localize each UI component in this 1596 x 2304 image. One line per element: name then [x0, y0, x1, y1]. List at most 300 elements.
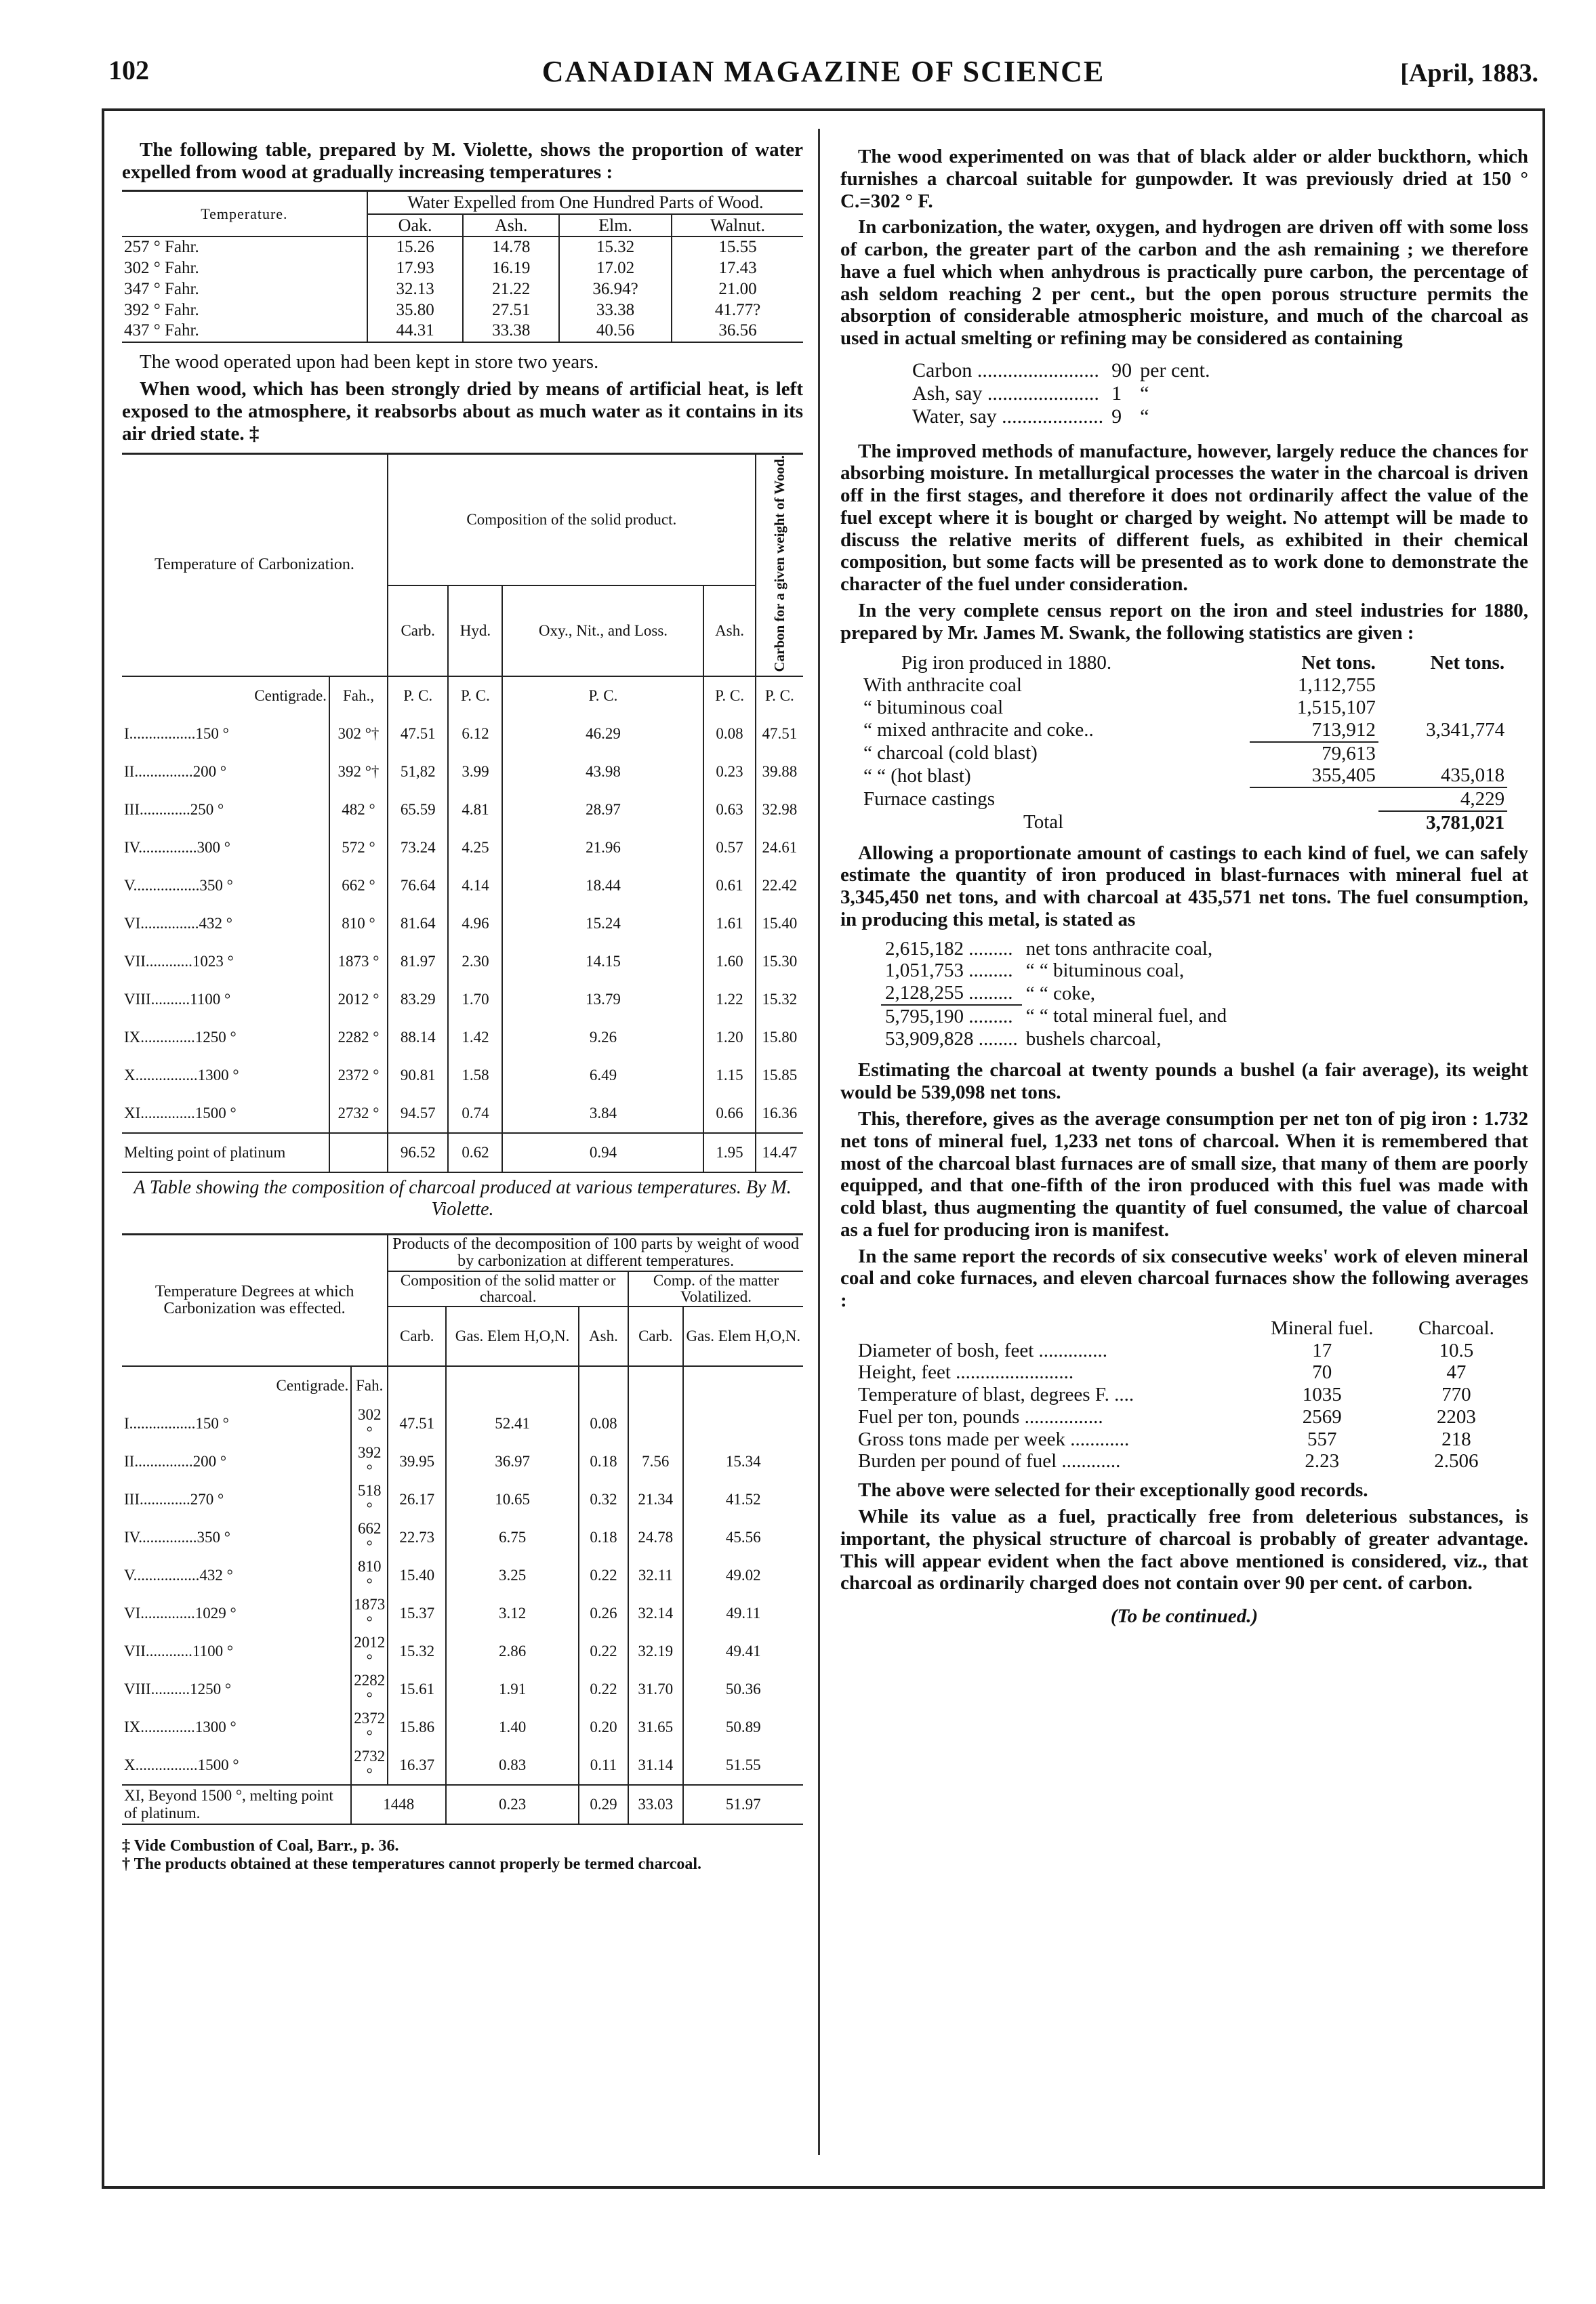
t2-unit-fah: Fah.,	[329, 676, 388, 715]
table-cell: 31.14	[628, 1746, 682, 1785]
table-row	[122, 791, 803, 829]
table-cell: 0.18	[579, 1443, 628, 1481]
t2-unit-pc: P. C.	[756, 676, 803, 715]
list-desc: “ “ bituminous coal,	[1025, 960, 1185, 982]
table-row	[122, 279, 803, 300]
table-cell: 0.57	[703, 829, 755, 867]
table-cell: 7.56	[628, 1443, 682, 1481]
list-desc: net tons anthracite coal,	[1025, 937, 1213, 960]
table-cell: 15.86	[388, 1708, 446, 1746]
table-cell: 17.02	[559, 258, 672, 279]
carbonization-paragraph: In carbonization, the water, oxygen, and hydrogen are driven off with some loss of carbon, the greater part of the carbon and the ash remaining ; we therefore have a fuel which when anhydrous is practically pure carbon, the percentage of ash seldom reaching 2 per cent., but the open porous structure permits the absorption of considerable atmospheric moisture, and much of the charcoal as used in actual smelting or refining may be considered as containing	[840, 216, 1528, 350]
table-cell: 73.24	[388, 829, 449, 867]
table-cell: 51.55	[683, 1746, 803, 1785]
pig-row-value: 1,112,755	[1297, 674, 1376, 697]
footnote-dagger: † The products obtained at these temperatures cannot properly be termed charcoal.	[122, 1855, 702, 1873]
t3-group-solid: Composition of the solid matter or charcoal.	[388, 1271, 628, 1307]
table-cell: 0.94	[502, 1133, 703, 1172]
table-cell: 1873 °	[329, 943, 388, 981]
pig-row-label: “ charcoal (cold blast)	[863, 742, 1038, 764]
table-row	[122, 258, 803, 279]
t3-top-header: Products of the decomposition of 100 parts by weight of wood by carbonization at different temperatures.	[388, 1234, 803, 1271]
t2-unit-pc: P. C.	[703, 676, 755, 715]
table-cell: 36.97	[446, 1443, 579, 1481]
row-label: II...............200 °	[124, 763, 227, 781]
table-row	[122, 1056, 803, 1094]
row-label: VI..............1029 °	[124, 1605, 237, 1622]
table-cell: 22.42	[756, 867, 803, 905]
row-label: VII............1023 °	[124, 953, 234, 970]
table-cell: 32.11	[628, 1557, 682, 1595]
table-cell: 2.506	[1434, 1450, 1479, 1473]
table-cell: 0.08	[579, 1405, 628, 1443]
table-cell: 3.84	[502, 1094, 703, 1133]
list-item	[881, 1028, 1231, 1050]
table-cell: 39.88	[756, 753, 803, 791]
table-cell: 810 °	[329, 905, 388, 943]
table-cell: 15.40	[756, 905, 803, 943]
list-value: 2,615,182 .........	[885, 937, 1013, 960]
table-row	[122, 1557, 803, 1595]
table-cell: 2282 °	[329, 1019, 388, 1056]
list-label: Water, say ....................	[912, 405, 1104, 428]
row-label: Height, feet ........................	[858, 1361, 1074, 1384]
footnote-double-dagger: ‡ Vide Combustion of Coal, Barr., p. 36.	[122, 1837, 399, 1855]
table-cell: 518 °	[351, 1481, 388, 1519]
list-unit: “	[1140, 405, 1149, 428]
table-cell: 1.91	[446, 1670, 579, 1708]
storage-paragraph: The wood operated upon had been kept in store two years.	[140, 351, 599, 373]
table-cell: 662 °	[351, 1519, 388, 1557]
column-rule	[818, 129, 820, 2155]
table-cell: 88.14	[388, 1019, 449, 1056]
t2-col-oxy: Oxy., Nit., and Loss.	[502, 585, 703, 676]
table-cell: 1.95	[703, 1133, 755, 1172]
table-cell: 15.55	[672, 236, 803, 258]
avg-col-mineral: Mineral fuel.	[1271, 1317, 1374, 1339]
t2-temp-header: Temperature of Carbonization.	[155, 556, 354, 574]
methods-paragraph: The improved methods of manufacture, however, largely reduce the chances for absorbing moisture. In metallurgical processes the water in the charcoal is driven off in the first stages, and therefore it does not ordinarily affect the value of the fuel except where it is bought or charged by weight. No attempt will be made to discuss the relative merits of different fuels, as exhibited in their chemical composition, but some facts will be presented as to work done to demonstrate the character of the fuel under consideration.	[840, 440, 1528, 596]
t2-group-header: Composition of the solid product.	[388, 453, 756, 585]
page-header	[108, 54, 1538, 102]
table-cell: 17.43	[672, 258, 803, 279]
report-paragraph: In the same report the records of six consecutive weeks' work of eleven mineral coal and coke furnaces, and eleven charcoal furnaces show the following averages :	[840, 1245, 1528, 1312]
t3-col-gas: Gas. Elem H,O,N.	[446, 1307, 579, 1366]
table-cell: 15.26	[367, 236, 464, 258]
pig-castings-label: Furnace castings	[863, 788, 996, 810]
table-cell: 14.47	[756, 1133, 803, 1172]
row-label: X................1300 °	[124, 1067, 239, 1084]
page-number: 102	[108, 55, 149, 85]
t2-col-hyd: Hyd.	[448, 585, 502, 676]
wood-paragraph: The wood experimented on was that of black alder or alder buckthorn, which furnishes a charcoal suitable for gunpowder. It was previously dried at 150 ° C.=302 ° F.	[840, 146, 1528, 212]
table-cell: 4.25	[448, 829, 502, 867]
table-cell: 24.61	[756, 829, 803, 867]
intro-paragraph: The following table, prepared by M. Violette, shows the proportion of water expelled from wood at gradually increasing temperatures :	[122, 139, 803, 184]
table-row	[122, 981, 803, 1019]
table-cell: 10.65	[446, 1481, 579, 1519]
row-label: X................1500 °	[124, 1756, 239, 1774]
table-row	[854, 1361, 1514, 1384]
t2-platinum-label: Melting point of platinum	[124, 1144, 286, 1161]
table-cell: 1035	[1302, 1384, 1342, 1406]
row-label: V.................432 °	[124, 1567, 233, 1584]
table-cell: 2.30	[448, 943, 502, 981]
row-label: Diameter of bosh, feet ..............	[858, 1339, 1108, 1361]
pig-row-label: “ bituminous coal	[863, 696, 1004, 718]
table-cell: 76.64	[388, 867, 449, 905]
row-label: IV...............300 °	[124, 839, 231, 857]
table-cell: 2372 °	[329, 1056, 388, 1094]
table-row	[122, 829, 803, 867]
row-label: III.............270 °	[124, 1491, 224, 1508]
census-paragraph: In the very complete census report on the iron and steel industries for 1880, prepared by Mr. James M. Swank, the following statistics are given :	[840, 599, 1528, 644]
table-cell: 0.08	[703, 715, 755, 753]
consumption-paragraph: This, therefore, gives as the average consumption per net ton of pig iron : 1.732 net tons of mineral fuel, 1,233 net tons of charcoal. When it is remembered that most of the charcoal blast furnaces are of small size, that many of them are poorly equipped, and that one-fifth of the iron produced with this fuel was made with cold blast, thus augmenting the quantity of fuel consumed, the value of charcoal as a fuel for producing iron is manifest.	[840, 1108, 1528, 1241]
pig-subtotal-mineral: 3,341,774	[1426, 719, 1505, 741]
table-cell: 4.96	[448, 905, 502, 943]
list-value: 1,051,753 .........	[885, 960, 1013, 982]
pig-row-value: 1,515,107	[1296, 696, 1376, 718]
table-cell: 49.02	[683, 1557, 803, 1595]
pig-col2: Net tons.	[1430, 652, 1505, 674]
table-cell: 0.66	[703, 1094, 755, 1133]
table-cell: 47.51	[388, 1405, 446, 1443]
list-value: 5,795,190 .........	[885, 1005, 1013, 1027]
table-cell: 0.11	[579, 1746, 628, 1785]
table-caption: A Table showing the composition of charcoal produced at various temperatures. By M. Violette.	[134, 1177, 792, 1220]
pig-row-value: 79,613	[1322, 742, 1376, 764]
t1-temp-header: Temperature.	[201, 205, 288, 222]
list-label: Carbon ........................	[912, 358, 1099, 382]
table-cell: 26.17	[388, 1481, 446, 1519]
t2-unit-pc: P. C.	[388, 676, 449, 715]
table-cell: 24.78	[628, 1519, 682, 1557]
table-cell: 45.56	[683, 1519, 803, 1557]
table-cell: 0.61	[703, 867, 755, 905]
list-item	[881, 1005, 1231, 1028]
row-label: Temperature of blast, degrees F. ....	[858, 1384, 1134, 1406]
list-desc: “ “ coke,	[1025, 982, 1095, 1004]
table-cell: 0.32	[579, 1481, 628, 1519]
table-row	[122, 905, 803, 943]
table-cell: 9.26	[502, 1019, 703, 1056]
t2-unit-centigrade: Centigrade.	[254, 687, 327, 705]
table-row	[122, 1670, 803, 1708]
table-cell: 6.49	[502, 1056, 703, 1094]
table-cell: 302 ° Fahr.	[124, 259, 199, 278]
pig-col1: Net tons.	[1301, 652, 1376, 674]
charcoal-composition-list	[908, 359, 1214, 428]
table-cell: 6.12	[448, 715, 502, 753]
table-cell: 33.38	[463, 321, 559, 342]
table-row	[854, 1428, 1514, 1451]
footnotes	[122, 1837, 803, 1873]
table-cell: 1.20	[703, 1019, 755, 1056]
row-label: II...............200 °	[124, 1453, 227, 1470]
table-row	[122, 1595, 803, 1632]
list-value: 9	[1111, 405, 1122, 428]
table-cell: 32.19	[628, 1632, 682, 1670]
table-cell: 1.61	[703, 905, 755, 943]
row-label: V.................350 °	[124, 877, 233, 894]
pig-row-label: “ mixed anthracite and coke..	[863, 719, 1094, 741]
table-cell: 2372 °	[351, 1708, 388, 1746]
table-cell: 0.26	[579, 1595, 628, 1632]
table-cell: 2012 °	[329, 981, 388, 1019]
table-cell: 83.29	[388, 981, 449, 1019]
t3-col-gas2: Gas. Elem H,O,N.	[683, 1307, 803, 1366]
right-column	[840, 146, 1528, 2179]
table-row	[854, 1340, 1514, 1362]
table-cell: 2203	[1436, 1405, 1476, 1428]
table-cell: 16.19	[463, 258, 559, 279]
furnace-averages-table	[854, 1317, 1514, 1473]
t3-group-volatile: Comp. of the matter Volatilized.	[628, 1271, 803, 1307]
table-cell: 3.12	[446, 1595, 579, 1632]
avg-col-charcoal: Charcoal.	[1418, 1317, 1494, 1339]
t3-unit-fah: Fah.	[351, 1366, 388, 1405]
structure-paragraph: While its value as a fuel, practically free from deleterious substances, is important, the physical structure of charcoal is probably of greater advantage. This will appear evident when the fact above mentioned is considered, viz., that charcoal as ordinarily charged does not contain over 90 per cent. of carbon.	[840, 1506, 1528, 1595]
table-cell	[628, 1366, 682, 1405]
table-cell: 218	[1441, 1428, 1471, 1450]
table-row	[122, 236, 803, 258]
table-cell: 32.13	[367, 279, 464, 300]
table-cell	[579, 1366, 628, 1405]
table-cell: 46.29	[502, 715, 703, 753]
table-cell: 0.62	[448, 1133, 502, 1172]
table-cell: 4.14	[448, 867, 502, 905]
t1-col-walnut: Walnut.	[672, 214, 803, 237]
table-cell: 21.34	[628, 1481, 682, 1519]
table-cell: 15.32	[388, 1632, 446, 1670]
list-value: 90	[1111, 358, 1132, 382]
t3-col-ash: Ash.	[579, 1307, 628, 1366]
table-cell: 15.85	[756, 1056, 803, 1094]
pig-subtotal-charcoal: 435,018	[1378, 764, 1507, 787]
t1-col-elm: Elm.	[559, 214, 672, 237]
table-cell: 0.74	[448, 1094, 502, 1133]
table-cell: 3.25	[446, 1557, 579, 1595]
table-cell: 18.44	[502, 867, 703, 905]
table-cell: 257 ° Fahr.	[124, 238, 199, 257]
row-label: VI...............432 °	[124, 915, 232, 932]
table-cell: 0.23	[446, 1785, 579, 1824]
table-cell: 51.97	[683, 1785, 803, 1824]
table-cell: 662 °	[329, 867, 388, 905]
table-row	[122, 1632, 803, 1670]
list-desc: bushels charcoal,	[1025, 1027, 1162, 1050]
water-expelled-table	[122, 190, 803, 344]
table-cell: 0.22	[579, 1632, 628, 1670]
pig-total-label: Total	[1023, 811, 1064, 834]
table-cell: 36.56	[672, 321, 803, 342]
table-cell: 14.15	[502, 943, 703, 981]
row-label: I.................150 °	[124, 1415, 229, 1433]
table-cell: 70	[1312, 1361, 1332, 1384]
table-cell: 14.78	[463, 236, 559, 258]
list-item	[908, 405, 1214, 428]
table-cell: 392 ° Fahr.	[124, 300, 199, 319]
list-item	[881, 938, 1231, 960]
table-row	[122, 321, 803, 342]
list-item	[881, 960, 1231, 982]
pig-iron-table	[861, 652, 1507, 834]
table-cell: 21.22	[463, 279, 559, 300]
table-cell: 1.42	[448, 1019, 502, 1056]
t2-col-carb: Carb.	[388, 585, 449, 676]
table-cell: 1448	[351, 1785, 446, 1824]
table-row	[122, 1405, 803, 1443]
list-label: Ash, say ......................	[912, 382, 1099, 405]
row-label: I.................150 °	[124, 725, 229, 743]
fuel-consumption-list	[881, 938, 1231, 1050]
table-cell: 1.22	[703, 981, 755, 1019]
table-cell: 33.38	[559, 300, 672, 321]
list-item	[908, 382, 1214, 405]
table-cell: 392 °	[351, 1443, 388, 1481]
table-cell: 10.5	[1439, 1339, 1474, 1361]
table-cell: 572 °	[329, 829, 388, 867]
table-cell: 96.52	[388, 1133, 449, 1172]
table-cell: 21.00	[672, 279, 803, 300]
table-cell: 1873 °	[351, 1595, 388, 1632]
table-cell: 47	[1446, 1361, 1467, 1384]
table-cell: 39.95	[388, 1443, 446, 1481]
row-label: IV...............350 °	[124, 1529, 231, 1546]
decomposition-table	[122, 1233, 803, 1826]
table-cell: 49.41	[683, 1632, 803, 1670]
t3-unit-centigrade: Centigrade.	[276, 1377, 349, 1395]
t3-col-carb: Carb.	[388, 1307, 446, 1366]
t3-temp-header: Temperature Degrees at which Carbonization was effected.	[155, 1282, 354, 1317]
issue-date: [April, 1883.	[1400, 59, 1538, 87]
row-label: VIII..........1250 °	[124, 1681, 232, 1698]
table-row	[122, 300, 803, 321]
table-cell: 15.80	[756, 1019, 803, 1056]
table-cell: 2282 °	[351, 1670, 388, 1708]
table-cell: 6.75	[446, 1519, 579, 1557]
table-cell: 1.40	[446, 1708, 579, 1746]
row-label: VII............1100 °	[124, 1643, 234, 1660]
table-cell	[683, 1405, 803, 1443]
table-cell: 47.51	[756, 715, 803, 753]
table-cell: 47.51	[388, 715, 449, 753]
list-value: 2,128,255 .........	[881, 982, 1022, 1005]
table-cell	[683, 1366, 803, 1405]
table-cell: 49.11	[683, 1595, 803, 1632]
table-cell: 17	[1312, 1339, 1332, 1361]
row-label: Fuel per ton, pounds ................	[858, 1405, 1103, 1428]
table-row	[122, 753, 803, 791]
charcoal-composition-table	[122, 453, 803, 1174]
table-cell: 33.03	[628, 1785, 682, 1824]
table-cell: 15.32	[559, 236, 672, 258]
row-label: Burden per pound of fuel ............	[858, 1450, 1121, 1473]
table-cell: 40.56	[559, 321, 672, 342]
list-item	[908, 359, 1214, 382]
table-cell: 810 °	[351, 1557, 388, 1595]
table-cell: 1.70	[448, 981, 502, 1019]
table-cell: 4.81	[448, 791, 502, 829]
table-row	[122, 715, 803, 753]
table-cell: 51,82	[388, 753, 449, 791]
table-cell: 36.94?	[559, 279, 672, 300]
list-value: 53,909,828 ........	[885, 1027, 1018, 1050]
table-cell: 0.18	[579, 1519, 628, 1557]
table-cell: 41.77?	[672, 300, 803, 321]
table-cell: 0.22	[579, 1557, 628, 1595]
list-unit: per cent.	[1140, 358, 1210, 382]
table-cell: 35.80	[367, 300, 464, 321]
to-be-continued: (To be continued.)	[1110, 1605, 1259, 1628]
row-label: IX..............1250 °	[124, 1029, 237, 1046]
table-cell: 347 ° Fahr.	[124, 279, 199, 298]
pig-castings-value: 4,229	[1378, 787, 1507, 811]
table-cell: 1.60	[703, 943, 755, 981]
table-cell: 15.30	[756, 943, 803, 981]
list-desc: “ “ total mineral fuel, and	[1025, 1005, 1227, 1027]
table-cell: 50.89	[683, 1708, 803, 1746]
pig-row-value: 355,405	[1250, 764, 1378, 787]
table-cell: 0.83	[446, 1746, 579, 1785]
table-cell	[388, 1366, 446, 1405]
table-cell: 81.97	[388, 943, 449, 981]
list-value: 1	[1111, 382, 1122, 405]
table-row	[122, 1746, 803, 1785]
pig-total-value: 3,781,021	[1426, 811, 1505, 834]
table-row	[854, 1450, 1514, 1473]
table-cell: 15.32	[756, 981, 803, 1019]
t3-platinum-label: XI, Beyond 1500 °, melting point of platinum.	[124, 1786, 333, 1822]
t1-group-header: Water Expelled from One Hundred Parts of Wood.	[367, 190, 803, 213]
table-cell: 0.29	[579, 1785, 628, 1824]
t1-col-ash: Ash.	[463, 214, 559, 237]
table-row	[122, 1094, 803, 1133]
table-row	[122, 943, 803, 981]
estimate-paragraph: Estimating the charcoal at twenty pounds a bushel (a fair average), its weight would be 539,098 net tons.	[840, 1059, 1528, 1104]
table-cell	[628, 1405, 682, 1443]
table-cell: 3.99	[448, 753, 502, 791]
table-cell: 31.65	[628, 1708, 682, 1746]
table-cell: 13.79	[502, 981, 703, 1019]
row-label: III.............250 °	[124, 801, 224, 819]
pig-row-label: With anthracite coal	[863, 674, 1022, 697]
table-cell: 28.97	[502, 791, 703, 829]
table-cell: 15.37	[388, 1595, 446, 1632]
table-cell: 0.23	[703, 753, 755, 791]
magazine-title: CANADIAN MAGAZINE OF SCIENCE	[541, 55, 1105, 88]
pig-header: Pig iron produced in 1880.	[901, 652, 1112, 674]
table-row	[122, 1019, 803, 1056]
table-cell: 15.34	[683, 1443, 803, 1481]
table-cell: 43.98	[502, 753, 703, 791]
table-cell: 41.52	[683, 1481, 803, 1519]
table-cell: 302 °†	[329, 715, 388, 753]
row-label: VIII..........1100 °	[124, 991, 231, 1008]
table-cell: 94.57	[388, 1094, 449, 1133]
table-cell: 437 ° Fahr.	[124, 321, 199, 340]
table-cell: 31.70	[628, 1670, 682, 1708]
table-cell: 65.59	[388, 791, 449, 829]
table-row	[122, 867, 803, 905]
table-cell: 2732 °	[329, 1094, 388, 1133]
table-cell: 52.41	[446, 1405, 579, 1443]
list-unit: “	[1140, 382, 1149, 405]
table-cell: 0.22	[579, 1670, 628, 1708]
row-label: XI..............1500 °	[124, 1105, 237, 1122]
table-cell: 17.93	[367, 258, 464, 279]
